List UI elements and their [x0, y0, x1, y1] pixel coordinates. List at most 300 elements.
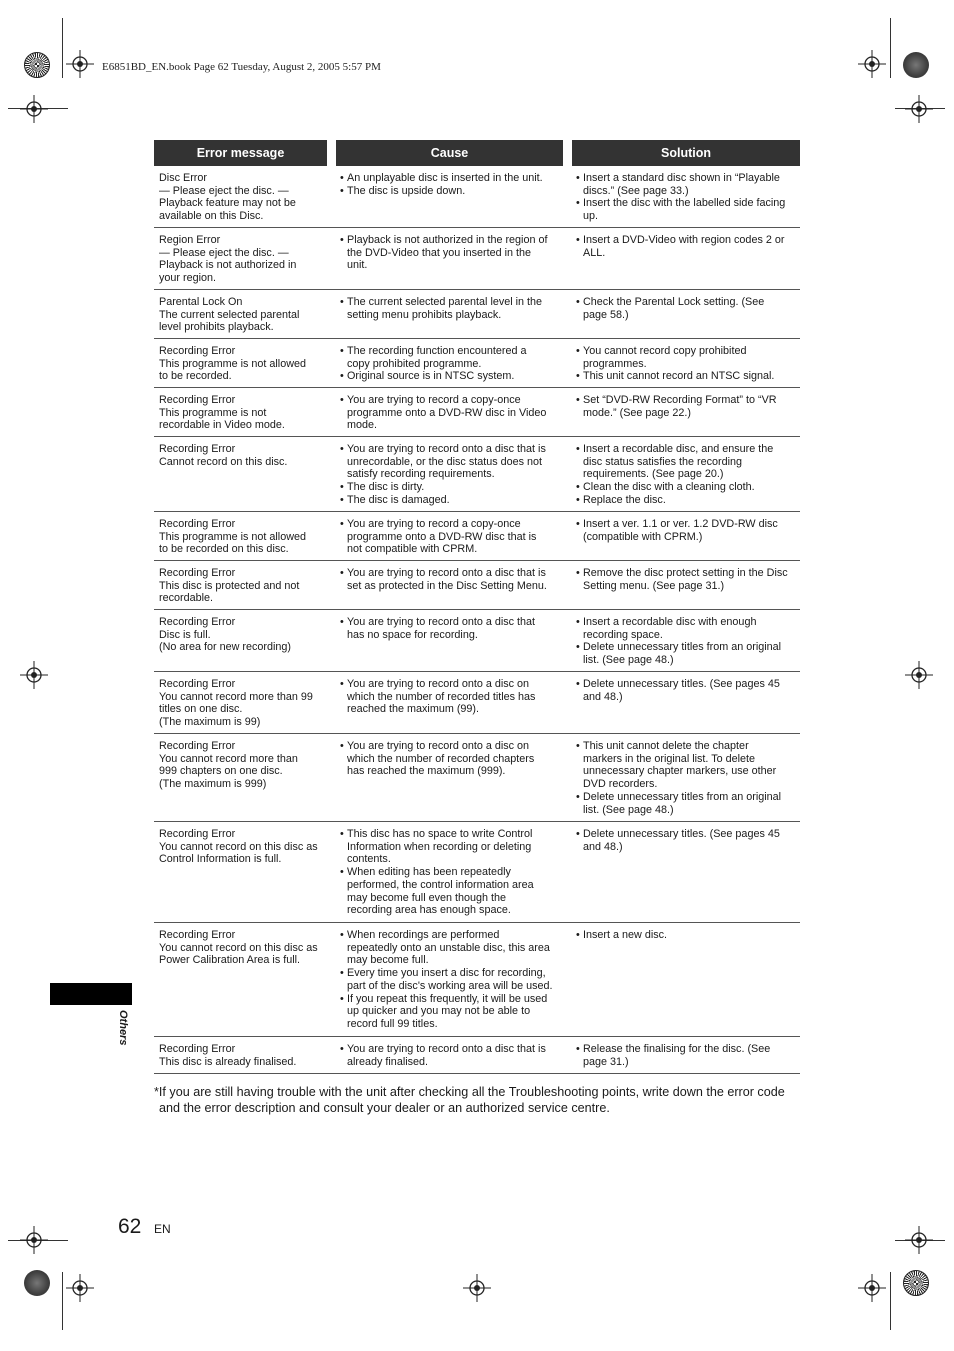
cause-bullet-item	[340, 967, 570, 992]
solution-bullet-item	[576, 345, 798, 370]
solution-line: Delete unnecessary titles. (See pages 45	[583, 828, 780, 840]
cause-line: You are trying to record onto a disc on	[347, 678, 530, 690]
error-message-line: You cannot record more than	[159, 752, 298, 765]
cause-bullet-item	[340, 185, 570, 198]
cause-cell	[336, 610, 572, 671]
solution-text	[583, 641, 798, 666]
cause-text	[347, 443, 570, 481]
error-message-line: This disc is already finalised.	[159, 1055, 297, 1068]
solution-line: discs.” (See page 33.)	[583, 184, 689, 197]
bullet-icon: •	[576, 296, 580, 308]
cause-bullet-item	[340, 1043, 570, 1068]
solution-text	[583, 172, 798, 197]
error-message-line: 999 chapters on one disc.	[159, 765, 283, 778]
error-message-line: titles on one disc.	[159, 703, 243, 716]
solution-line: requirements. (See page 20.)	[583, 468, 724, 481]
cause-bullet-item	[340, 866, 570, 917]
cause-bullet-item	[340, 678, 570, 716]
solution-bullet-item	[576, 740, 798, 791]
solution-line: Delete unnecessary titles from an original	[583, 641, 782, 654]
solution-text	[583, 791, 798, 816]
cause-line: When editing has been repeatedly	[347, 866, 511, 879]
solution-line: up.	[583, 210, 599, 223]
error-message-line: Playback feature may not be	[159, 197, 296, 210]
solution-text	[583, 740, 798, 791]
error-message-cell	[154, 734, 336, 821]
bullet-icon: •	[576, 828, 580, 840]
error-message-cell	[154, 923, 336, 1036]
error-message-line: This programme is not	[159, 406, 267, 419]
error-message-line: You cannot record more than 99	[159, 690, 313, 703]
solution-bullet-item	[576, 929, 798, 942]
bullet-icon: •	[340, 1043, 344, 1055]
cause-line: mode.	[347, 419, 378, 432]
error-message-cell	[154, 388, 336, 436]
solution-line: You cannot record copy prohibited	[583, 345, 747, 357]
cause-cell	[336, 290, 572, 338]
error-message-line: Recording Error	[159, 740, 236, 752]
cause-bullet-item	[340, 234, 570, 272]
registration-wheel-icon	[903, 1270, 929, 1296]
cause-text	[347, 494, 570, 507]
solution-text	[583, 1043, 798, 1068]
solution-bullet-item	[576, 494, 798, 507]
solution-line: DVD recorders.	[583, 778, 658, 791]
cause-cell	[336, 228, 572, 289]
cause-bullet-item	[340, 616, 570, 641]
error-message-line: Recording Error	[159, 518, 236, 530]
solution-text	[583, 494, 798, 507]
cause-bullet-item	[340, 443, 570, 481]
bullet-icon: •	[340, 443, 344, 455]
crosshair-icon	[20, 1226, 48, 1254]
error-message-line: Power Calibration Area is full.	[159, 954, 301, 967]
table-row	[154, 561, 800, 610]
table-row	[154, 1037, 800, 1074]
cause-text	[347, 1043, 570, 1068]
cause-line: recording area has enough space.	[347, 904, 511, 917]
footnote-line: and the error description and consult your dealer or an authorized service centre.	[159, 1100, 610, 1115]
table-row	[154, 437, 800, 512]
crosshair-icon	[905, 95, 933, 123]
solution-line: (compatible with CPRM.)	[583, 530, 703, 543]
solution-line: Set “DVD-RW Recording Format” to “VR	[583, 394, 777, 406]
solution-cell	[572, 1037, 800, 1073]
cause-line: up quicker and you may not be able to	[347, 1005, 531, 1018]
solution-line: programmes.	[583, 357, 647, 370]
solution-bullet-item	[576, 828, 798, 853]
bullet-icon: •	[340, 172, 344, 184]
solution-line: Insert a DVD-Video with region codes 2 or	[583, 234, 785, 246]
cause-text	[347, 567, 570, 592]
solution-cell	[572, 339, 800, 387]
solution-cell	[572, 166, 800, 227]
solution-bullet-item	[576, 197, 798, 222]
bullet-icon: •	[576, 1043, 580, 1055]
cause-text	[347, 370, 570, 383]
bullet-icon: •	[340, 567, 344, 579]
cause-line: An unplayable disc is inserted in the unit.	[347, 172, 543, 184]
cause-text	[347, 828, 570, 866]
cause-line: which the number of recorded chapters	[347, 752, 535, 765]
print-header: E6851BD_EN.book Page 62 Tuesday, August 2, 2005 5:57 PM	[102, 61, 381, 73]
solution-bullet-item	[576, 234, 798, 259]
cause-line: Playback is not authorized in the region of	[347, 234, 548, 246]
error-message-line: Recording Error	[159, 1043, 236, 1055]
solution-line: Insert a recordable disc with enough	[583, 616, 757, 628]
bullet-icon: •	[576, 740, 580, 752]
error-message-line: (No area for new recording)	[159, 641, 292, 654]
cause-bullet-item	[340, 518, 570, 556]
table-header	[154, 140, 800, 166]
cause-text	[347, 172, 570, 185]
cause-text	[347, 929, 570, 967]
solution-cell	[572, 228, 800, 289]
solution-text	[583, 370, 798, 383]
error-message-line: Control Information is full.	[159, 853, 282, 866]
solution-text	[583, 616, 798, 641]
bullet-icon: •	[576, 790, 580, 803]
bullet-icon: •	[576, 345, 580, 357]
cause-cell	[336, 923, 572, 1036]
cause-line: You are trying to record onto a disc that is	[347, 1043, 546, 1055]
solution-bullet-item	[576, 443, 798, 481]
cause-line: You are trying to record onto a disc on	[347, 740, 530, 752]
bullet-icon: •	[576, 370, 580, 383]
error-message-line: recordable.	[159, 592, 214, 605]
bullet-icon: •	[340, 967, 344, 980]
error-message-line: Recording Error	[159, 394, 236, 406]
error-message-line: Region Error	[159, 234, 221, 246]
cause-line: The disc is upside down.	[347, 184, 466, 197]
error-message-line: You cannot record on this disc as	[159, 941, 318, 954]
bullet-icon: •	[576, 234, 580, 246]
bullet-icon: •	[576, 481, 580, 494]
footnote	[154, 1085, 802, 1116]
crosshair-icon	[20, 661, 48, 689]
solution-cell	[572, 923, 800, 1036]
bullet-icon: •	[576, 394, 580, 406]
registration-wheel-icon	[24, 52, 50, 78]
cause-text	[347, 616, 570, 641]
crosshair-icon	[905, 1226, 933, 1254]
cause-line: unrecordable, or the disc status does not	[347, 455, 543, 468]
bullet-icon: •	[340, 929, 344, 941]
error-message-line: Parental Lock On	[159, 296, 243, 308]
solution-line: ALL.	[583, 246, 606, 259]
cause-line: Every time you insert a disc for recording,	[347, 967, 546, 980]
cause-line: not compatible with CPRM.	[347, 543, 478, 556]
bullet-icon: •	[340, 394, 344, 406]
solution-text	[583, 567, 798, 592]
cause-bullet-item	[340, 345, 570, 370]
cause-cell	[336, 166, 572, 227]
bullet-icon: •	[576, 493, 580, 506]
bullet-icon: •	[340, 678, 344, 690]
bullet-icon: •	[576, 929, 580, 941]
error-message-line: Disc is full.	[159, 628, 211, 641]
cause-text	[347, 993, 570, 1031]
table-row	[154, 228, 800, 290]
cause-cell	[336, 822, 572, 922]
error-message-line: recordable in Video mode.	[159, 419, 285, 432]
crosshair-icon	[858, 1274, 886, 1302]
cause-bullet-item	[340, 172, 570, 185]
table-row	[154, 923, 800, 1037]
solution-cell	[572, 388, 800, 436]
registration-wheel-icon	[903, 52, 929, 78]
error-message-line: This disc is protected and not	[159, 579, 300, 592]
bullet-icon: •	[340, 184, 344, 197]
cause-line: The disc is dirty.	[347, 481, 425, 494]
table-row	[154, 290, 800, 339]
solution-bullet-item	[576, 678, 798, 703]
cause-bullet-item	[340, 494, 570, 507]
bullet-icon: •	[340, 234, 344, 246]
cause-text	[347, 740, 570, 778]
solution-line: Delete unnecessary titles from an original	[583, 790, 782, 803]
error-message-line: — Please eject the disc. —	[159, 246, 289, 259]
cause-line: When recordings are performed	[347, 929, 500, 941]
solution-bullet-item	[576, 370, 798, 383]
cause-line: has reached the maximum (999).	[347, 765, 506, 778]
cause-line: set as protected in the Disc Setting Menu.	[347, 579, 547, 592]
error-message-line: Recording Error	[159, 345, 236, 357]
crop-line	[62, 18, 63, 78]
solution-text	[583, 296, 798, 321]
section-label: Others	[117, 1010, 129, 1046]
error-message-line: Recording Error	[159, 678, 236, 690]
solution-line: list. (See page 48.)	[583, 803, 674, 816]
table-row	[154, 822, 800, 923]
solution-line: page 31.)	[583, 1055, 629, 1068]
cause-line: already finalised.	[347, 1055, 429, 1068]
bullet-icon: •	[340, 493, 344, 506]
crosshair-icon	[66, 1274, 94, 1302]
error-message-line: Recording Error	[159, 929, 236, 941]
solution-bullet-item	[576, 481, 798, 494]
cause-text	[347, 866, 570, 917]
bullet-icon: •	[340, 518, 344, 530]
cause-line: satisfy recording requirements.	[347, 468, 495, 481]
error-message-line: (The maximum is 99)	[159, 716, 261, 729]
page-language: EN	[154, 1222, 171, 1236]
cause-line: You are trying to record a copy-once	[347, 518, 521, 530]
error-message-line: your region.	[159, 272, 217, 285]
crop-line	[890, 1272, 891, 1330]
error-message-cell	[154, 437, 336, 511]
bullet-icon: •	[340, 345, 344, 357]
solution-bullet-item	[576, 296, 798, 321]
table-row	[154, 512, 800, 561]
solution-text	[583, 234, 798, 259]
cause-line: If you repeat this frequently, it will be used	[347, 992, 548, 1005]
solution-bullet-item	[576, 518, 798, 543]
cause-text	[347, 185, 570, 198]
error-message-cell	[154, 610, 336, 671]
page-number: 62	[118, 1215, 142, 1238]
column-header-cause: Cause	[336, 140, 563, 166]
bullet-icon: •	[576, 518, 580, 530]
bullet-icon: •	[340, 370, 344, 383]
error-message-cell	[154, 166, 336, 227]
bullet-icon: •	[340, 616, 344, 628]
cause-line: programme onto a DVD-RW disc in Video	[347, 406, 547, 419]
error-message-line: Recording Error	[159, 567, 236, 579]
error-message-line: Recording Error	[159, 616, 236, 628]
cause-line: has no space for recording.	[347, 628, 478, 641]
cause-text	[347, 345, 570, 370]
solution-line: Insert a standard disc shown in “Playable	[583, 172, 780, 184]
error-message-line: The current selected parental	[159, 308, 300, 321]
bullet-icon: •	[576, 172, 580, 184]
crop-line	[62, 1272, 63, 1330]
crosshair-icon	[905, 661, 933, 689]
error-message-cell	[154, 290, 336, 338]
solution-line: Insert a new disc.	[583, 929, 668, 941]
error-message-line: to be recorded.	[159, 370, 232, 383]
crosshair-icon	[463, 1274, 491, 1302]
table-body	[154, 166, 800, 1074]
solution-line: recording space.	[583, 628, 663, 641]
cause-bullet-item	[340, 370, 570, 383]
solution-bullet-item	[576, 394, 798, 419]
solution-line: This unit cannot delete the chapter	[583, 740, 749, 752]
solution-cell	[572, 610, 800, 671]
cause-bullet-item	[340, 394, 570, 432]
error-message-line: — Please eject the disc. —	[159, 184, 289, 197]
cause-line: copy prohibited programme.	[347, 357, 482, 370]
solution-line: Setting menu. (See page 31.)	[583, 579, 725, 592]
bullet-icon: •	[576, 678, 580, 690]
solution-line: list. (See page 48.)	[583, 654, 674, 667]
error-message-line: level prohibits playback.	[159, 321, 274, 334]
cause-text	[347, 234, 570, 272]
solution-text	[583, 678, 798, 703]
solution-cell	[572, 672, 800, 733]
cause-line: This disc has no space to write Control	[347, 828, 533, 840]
cause-line: programme onto a DVD-RW disc that is	[347, 530, 537, 543]
error-message-line: Playback is not authorized in	[159, 259, 297, 272]
cause-text	[347, 678, 570, 716]
solution-line: markers in the original list. To delete	[583, 752, 756, 765]
bullet-icon: •	[340, 296, 344, 308]
error-message-line: Disc Error	[159, 172, 207, 184]
error-message-line: (The maximum is 999)	[159, 778, 267, 791]
error-message-cell	[154, 1037, 336, 1073]
solution-text	[583, 197, 798, 222]
bullet-icon: •	[340, 740, 344, 752]
cause-text	[347, 967, 570, 992]
cause-line: reached the maximum (99).	[347, 703, 480, 716]
bullet-icon: •	[576, 616, 580, 628]
solution-bullet-item	[576, 567, 798, 592]
cause-line: performed, the control information area	[347, 878, 534, 891]
solution-bullet-item	[576, 1043, 798, 1068]
solution-line: This unit cannot record an NTSC signal.	[583, 370, 775, 383]
solution-text	[583, 345, 798, 370]
table-row	[154, 388, 800, 437]
solution-line: mode.” (See page 22.)	[583, 406, 692, 419]
footnote-line: *If you are still having trouble with the unit after checking all the Troubleshooting points, write down the error code	[154, 1085, 785, 1099]
cause-text	[347, 296, 570, 321]
solution-cell	[572, 561, 800, 609]
bullet-icon: •	[576, 197, 580, 210]
cause-line: may become full.	[347, 954, 429, 967]
cause-line: which the number of recorded titles has	[347, 690, 536, 703]
cause-line: setting menu prohibits playback.	[347, 308, 502, 321]
error-message-line: available on this Disc.	[159, 210, 264, 223]
error-message-line: Cannot record on this disc.	[159, 455, 288, 468]
table-row	[154, 734, 800, 822]
cause-line: repeatedly onto an unstable disc, this area	[347, 941, 550, 954]
cause-bullet-item	[340, 929, 570, 967]
table-row	[154, 672, 800, 734]
column-header-solution: Solution	[572, 140, 800, 166]
cause-text	[347, 518, 570, 556]
solution-cell	[572, 290, 800, 338]
cause-line: the DVD-Video that you inserted in the	[347, 246, 532, 259]
solution-line: Remove the disc protect setting in the Disc	[583, 567, 788, 579]
bullet-icon: •	[576, 641, 580, 654]
error-message-cell	[154, 672, 336, 733]
cause-line: You are trying to record onto a disc that is	[347, 567, 546, 579]
solution-line: and 48.)	[583, 690, 623, 703]
solution-line: Release the finalising for the disc. (See	[583, 1043, 771, 1055]
error-message-line: Recording Error	[159, 828, 236, 840]
cause-line: The recording function encountered a	[347, 345, 527, 357]
cause-cell	[336, 512, 572, 560]
column-header-error-message: Error message	[154, 140, 327, 166]
cause-line: You are trying to record onto a disc that	[347, 616, 536, 628]
table-row	[154, 339, 800, 388]
solution-line: Insert a recordable disc, and ensure the	[583, 443, 774, 455]
bullet-icon: •	[576, 443, 580, 455]
solution-line: Insert the disc with the labelled side facing	[583, 197, 786, 210]
solution-line: Insert a ver. 1.1 or ver. 1.2 DVD-RW disc	[583, 518, 778, 530]
cause-line: may become full even though the	[347, 891, 507, 904]
cause-line: Information when recording or deleting	[347, 840, 532, 853]
solution-text	[583, 929, 798, 942]
cause-cell	[336, 437, 572, 511]
solution-bullet-item	[576, 172, 798, 197]
table-row	[154, 610, 800, 672]
cause-line: part of the disc's working area will be used.	[347, 979, 553, 992]
cause-text	[347, 394, 570, 432]
registration-wheel-icon	[24, 1270, 50, 1296]
crosshair-icon	[66, 50, 94, 78]
error-message-line: Recording Error	[159, 443, 236, 455]
error-message-line: This programme is not allowed	[159, 530, 307, 543]
solution-line: page 58.)	[583, 308, 629, 321]
cause-bullet-item	[340, 828, 570, 866]
cause-line: The disc is damaged.	[347, 493, 450, 506]
error-message-line: to be recorded on this disc.	[159, 543, 289, 556]
solution-line: Replace the disc.	[583, 493, 666, 506]
section-tab	[50, 983, 132, 1005]
error-message-line: This programme is not allowed	[159, 357, 307, 370]
solution-text	[583, 828, 798, 853]
cause-bullet-item	[340, 481, 570, 494]
bullet-icon: •	[340, 866, 344, 879]
solution-line: Check the Parental Lock setting. (See	[583, 296, 765, 308]
cause-line: unit.	[347, 259, 368, 272]
solution-line: Delete unnecessary titles. (See pages 45	[583, 678, 780, 690]
table-row	[154, 166, 800, 228]
cause-cell	[336, 561, 572, 609]
bullet-icon: •	[340, 992, 344, 1005]
solution-line: disc status satisfies the recording	[583, 455, 743, 468]
